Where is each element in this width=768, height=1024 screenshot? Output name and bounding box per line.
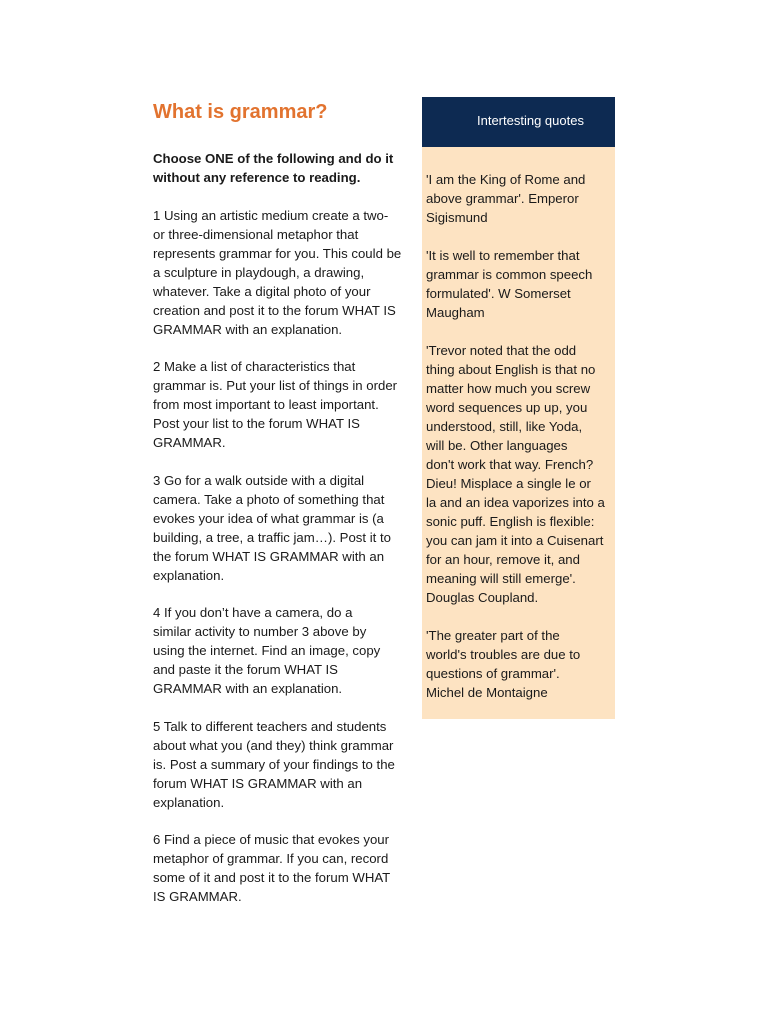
sidebar-header: Intertesting quotes [422, 97, 615, 147]
activity-6: 6 Find a piece of music that evokes your metaphor of grammar. If you can, record some of it and post it to the forum WHAT IS GRAMMAR. [153, 832, 391, 904]
activity-2: 2 Make a list of characteristics that grammar is. Put your list of things in order from most important to least important. Post your list to the forum WHAT IS GRAMMAR. [153, 359, 398, 450]
quotes-list [422, 147, 615, 702]
activity-1: 1 Using an artistic medium create a two- or three-dimensional metaphor that represents grammar for you. This could be a sculpture in playdough, a drawing, whatever. Take a digital photo of your creation and post it to the forum WHAT IS GRAMMAR with an explanation. [153, 207, 402, 337]
quote-sigismund: 'I am the King of Rome and above grammar'. Emperor Sigismund [426, 172, 586, 225]
quote-coupland: 'Trevor noted that the odd thing about English is that no matter how much you screw word sequences up up, you understood, still, like Yoda, will be. Other languages don't work that way. French? Dieu! Misplace a single le or la and an idea vaporizes into a sonic puff. English is flexible: you can jam it into a Cuisenart for an hour, remove it, and meaning will still emerge'. Douglas Coupland. [426, 343, 605, 605]
main-content [153, 97, 415, 925]
activity-3: 3 Go for a walk outside with a digital camera. Take a photo of something that evokes your idea of what grammar is (a building, a tree, a traffic jam…). Post it to the forum WHAT IS GRAMMAR with an explanation. [153, 472, 391, 583]
quote-montaigne: 'The greater part of the world's troubles are due to questions of grammar'. Michel de Montaigne [426, 628, 581, 700]
activity-4: 4 If you don’t have a camera, do a similar activity to number 3 above by using the internet. Find an image, copy and paste it the forum WHAT IS GRAMMAR with an explanation. [153, 605, 381, 696]
activity-5: 5 Talk to different teachers and students about what you (and they) think grammar is. Post a summary of your findings to the forum WHAT IS GRAMMAR with an explanation. [153, 718, 395, 810]
quote-maugham: 'It is well to remember that grammar is common speech formulated'. W Somerset Maugham [426, 248, 593, 320]
page-title: What is grammar? [153, 101, 328, 123]
quotes-sidebar [422, 97, 615, 719]
instructions-lead: Choose ONE of the following and do it without any reference to reading. [153, 151, 394, 185]
